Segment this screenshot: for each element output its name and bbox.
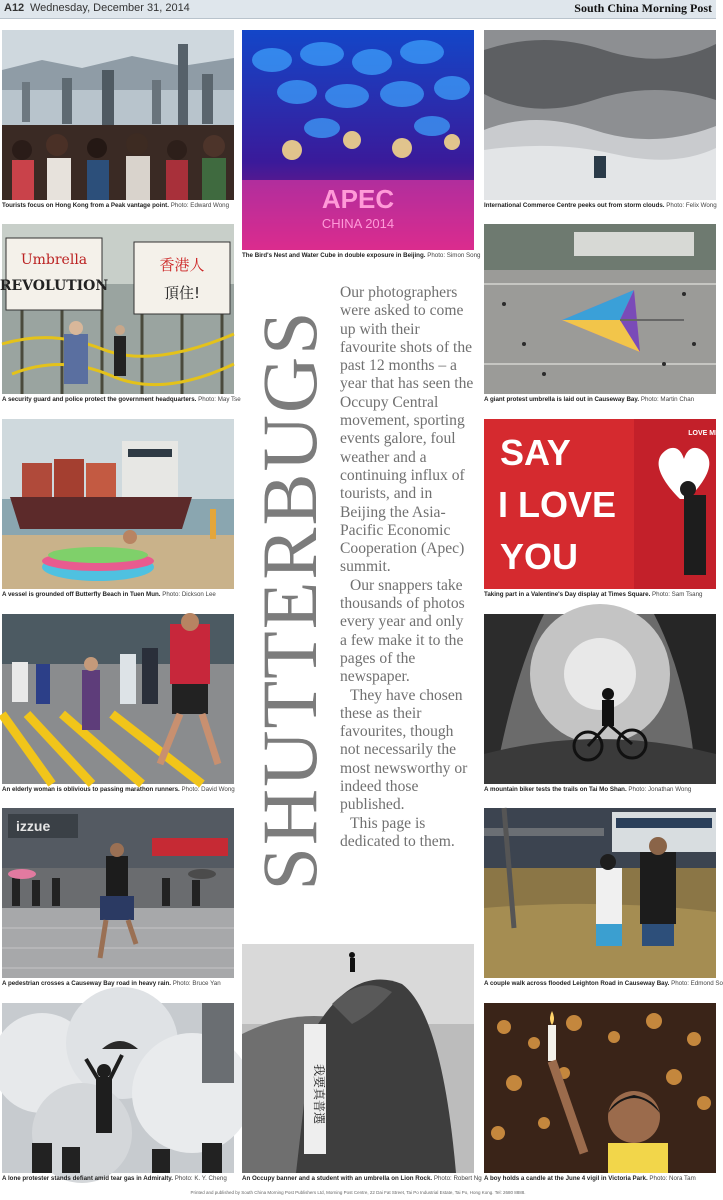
caption-marathon: An elderly woman is oblivious to passing marathon runners. Photo: David Wong — [2, 786, 235, 793]
photo-marathon — [2, 614, 234, 784]
caption-vessel: A vessel is grounded off Butterfly Beach in Tuen Mun. Photo: Dickson Lee — [2, 591, 216, 598]
svg-text:我要真普選: 我要真普選 — [312, 1063, 326, 1125]
caption-birds-nest: The Bird's Nest and Water Cube in double exposure in Beijing. Photo: Simon Song — [242, 252, 481, 259]
photo-heavy-rain — [2, 808, 234, 978]
caption-candle-vigil: A boy holds a candle at the June 4 vigil in Victoria Park. Photo: Nora Tam — [484, 1175, 696, 1182]
page-header — [0, 0, 716, 19]
caption-umbrella-revolution: A security guard and police protect the government headquarters. Photo: May Tse — [2, 396, 241, 403]
caption-valentine: Taking part in a Valentine's Day display at Times Square. Photo: Sam Tsang — [484, 591, 703, 598]
photo-grounded-vessel — [2, 419, 234, 589]
svg-text:YOU: YOU — [500, 536, 579, 577]
svg-text:I LOVE: I LOVE — [498, 484, 617, 525]
caption-tear-gas: A lone protester stands defiant amid tear gas in Admiralty. Photo: K. Y. Cheng — [2, 1175, 227, 1182]
photo-birds-nest — [242, 30, 474, 250]
caption-mountain-biker: A mountain biker tests the trails on Tai Mo Shan. Photo: Jonathan Wong — [484, 786, 692, 793]
feature-body — [340, 284, 474, 851]
photo-giant-umbrella — [484, 224, 716, 394]
svg-text:izzue: izzue — [16, 818, 51, 834]
svg-text:REVOLUTION: REVOLUTION — [0, 278, 109, 294]
photo-tear-gas — [2, 1003, 234, 1173]
photo-lion-rock — [242, 944, 474, 1173]
svg-text:APEC: APEC — [321, 184, 395, 214]
photo-peak-tourists — [2, 30, 234, 200]
page-number: A12 — [4, 2, 25, 14]
svg-text:Umbrella: Umbrella — [20, 252, 88, 268]
photo-mountain-biker — [484, 614, 716, 784]
photo-umbrella-revolution — [2, 224, 234, 394]
feature-paragraph: Our snappers take thousands of photos every year and only a few make it to the pages of the newspaper. — [340, 576, 465, 686]
feature-paragraph: They have chosen these as their favourites, though not necessarily the most newsworthy or indeed those published. — [340, 686, 468, 814]
caption-lion-rock: An Occupy banner and a student with an umbrella on Lion Rock. Photo: Robert Ng — [242, 1175, 482, 1182]
caption-flooded-road: A couple walk across flooded Leighton Road in Causeway Bay. Photo: Edmond So — [484, 980, 723, 987]
feature-title: SHUTTERBUGS — [246, 309, 333, 891]
masthead: South China Morning Post — [574, 1, 712, 15]
photo-flooded-road — [484, 808, 716, 978]
svg-text:CHINA 2014: CHINA 2014 — [321, 216, 395, 231]
feature-paragraph: Our photographers were asked to come up with their favourite shots of the past 12 months – a year that has seen the Occupy Central movement, sporting events galore, foul weather and a continuing influx of tourists, and in Beijing the Asia-Pacific Economic Cooperation (Apec) summit. — [340, 284, 474, 576]
caption-icc: International Commerce Centre peeks out from storm clouds. Photo: Felix Wong — [484, 202, 717, 209]
svg-text:SAY: SAY — [500, 432, 571, 473]
photo-candle-vigil — [484, 1003, 716, 1173]
issue-date: Wednesday, December 31, 2014 — [30, 2, 190, 14]
caption-heavy-rain: A pedestrian crosses a Causeway Bay road in heavy rain. Photo: Bruce Yan — [2, 980, 221, 987]
svg-text:LOVE ME: LOVE ME — [688, 430, 720, 437]
svg-text:香港人: 香港人 — [159, 256, 205, 274]
feature-paragraph: This page is dedicated to them. — [340, 814, 455, 850]
photo-valentine — [484, 419, 720, 589]
footer-imprint: Printed and published by South China Morning Post Publishers Ltd, Morning Post Centre, 22 Dai Fat Street, Tai Po Industrial Estate, Tai Po, Hong Kong. Tel: 2680 8888. — [190, 1190, 526, 1195]
caption-peak: Tourists focus on Hong Kong from a Peak vantage point. Photo: Edward Wong — [2, 202, 230, 209]
photo-icc-clouds — [484, 30, 716, 200]
caption-giant-umbrella: A giant protest umbrella is laid out in Causeway Bay. Photo: Martin Chan — [484, 396, 695, 403]
svg-text:頂住!: 頂住! — [163, 284, 201, 302]
